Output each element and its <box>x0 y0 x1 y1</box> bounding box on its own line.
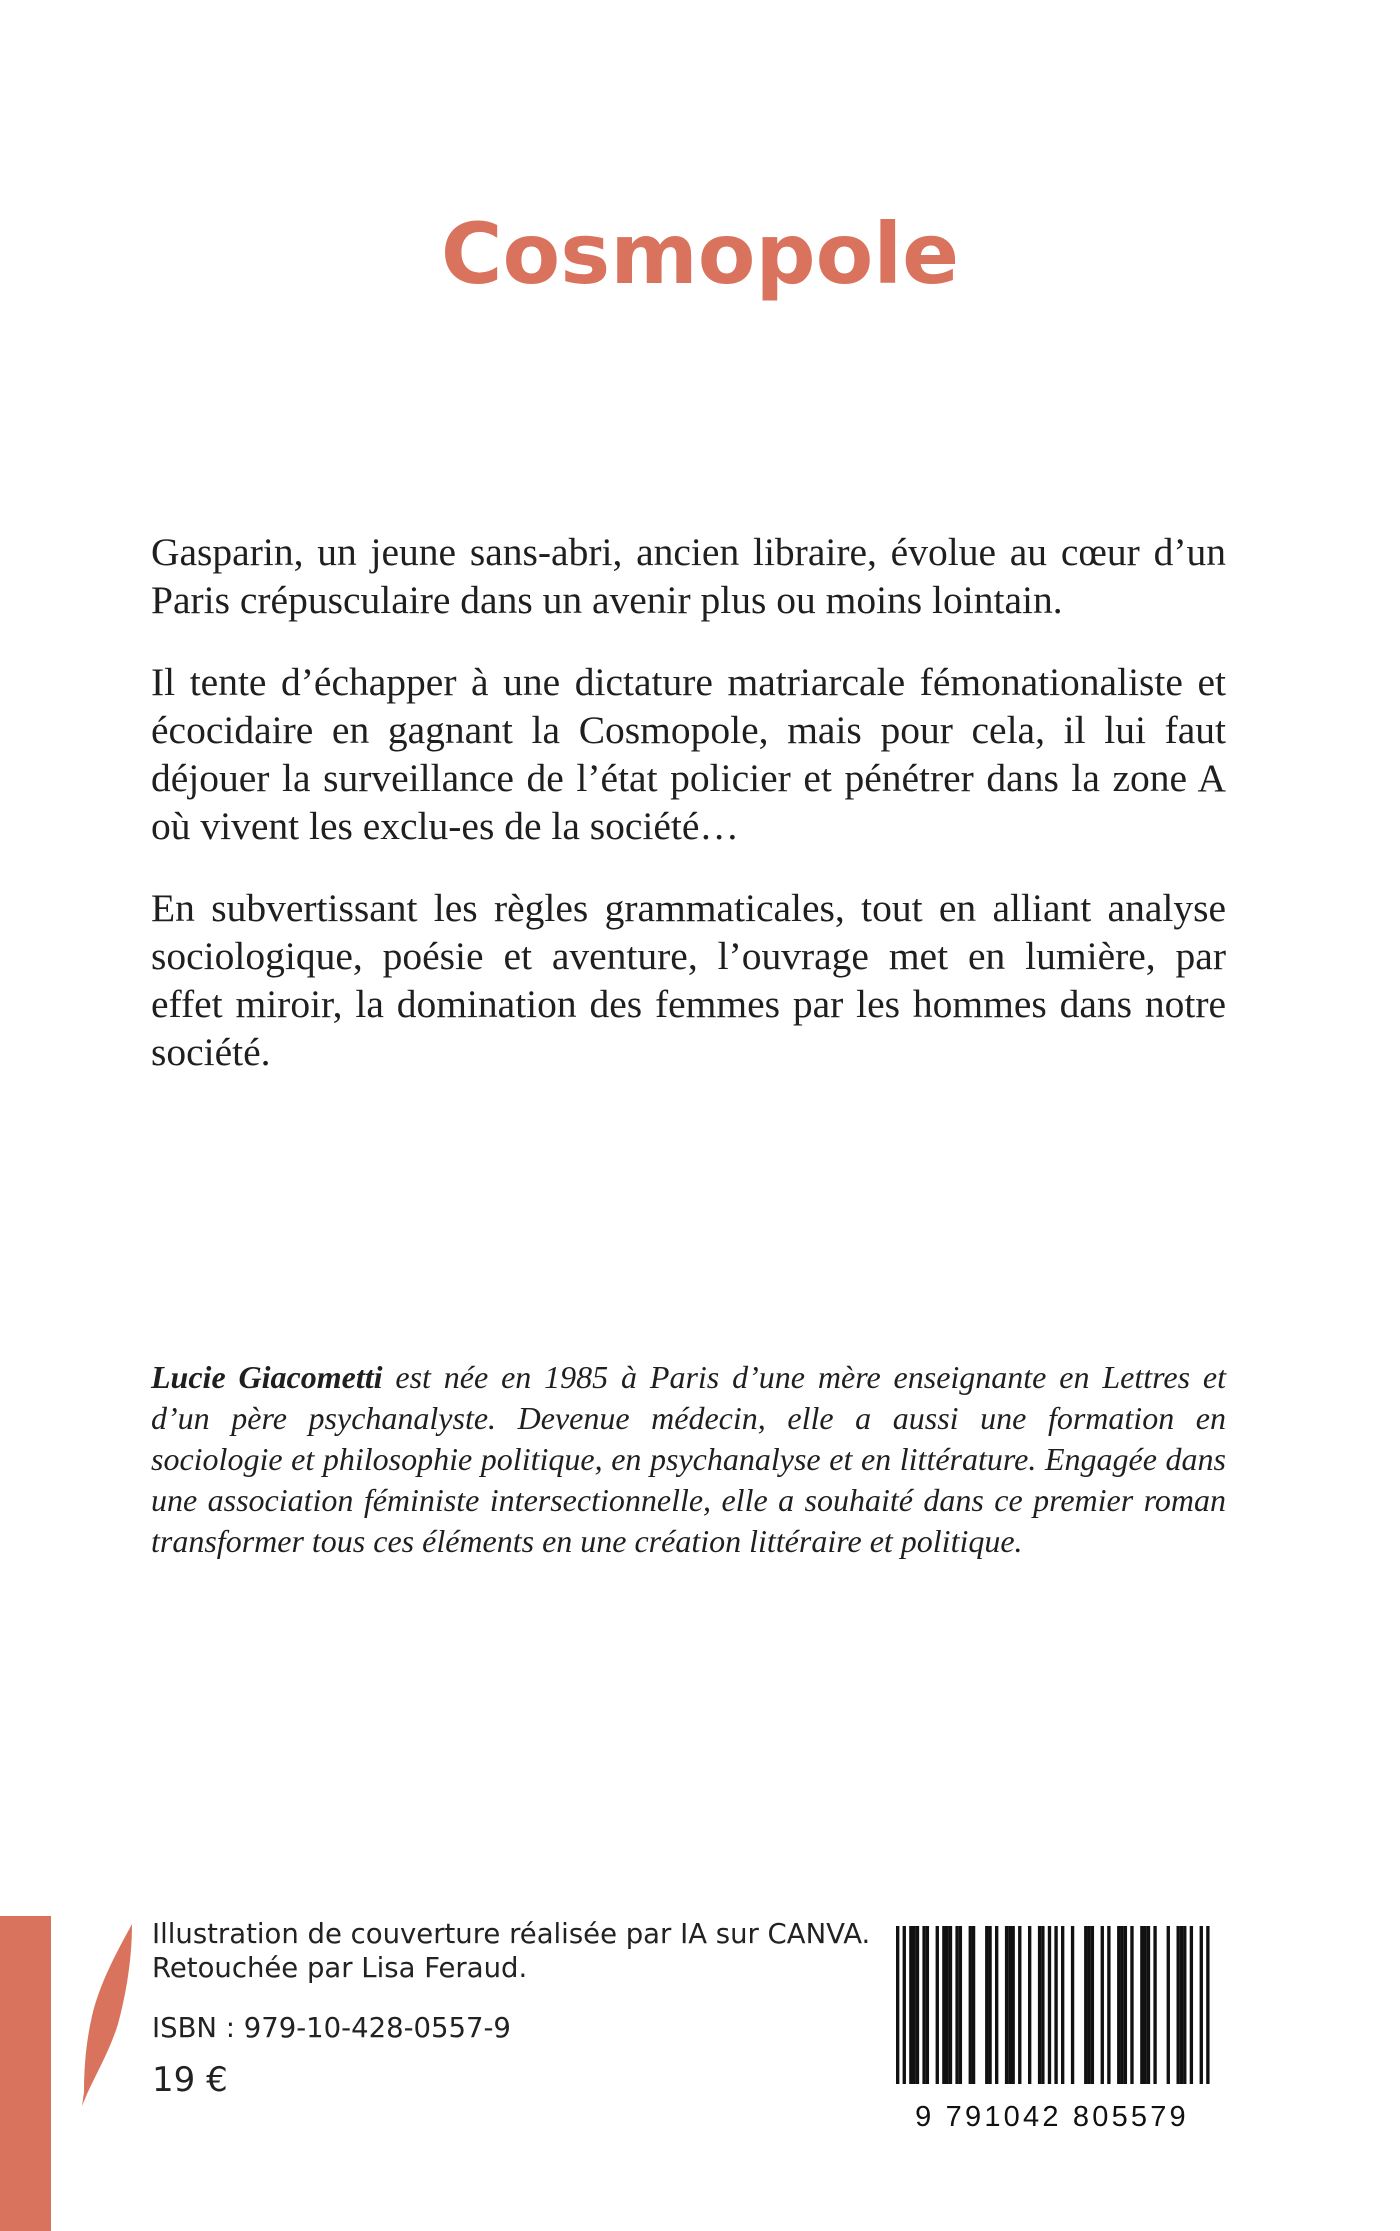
barcode-bar <box>985 1926 988 2084</box>
barcode-bar <box>1107 1926 1110 2084</box>
barcode-bar <box>909 1926 912 2084</box>
barcode-bar <box>1054 1926 1057 2084</box>
blurb-paragraph: En subvertissant les règles grammaticales, tout en alliant analyse sociologique, poésie et aventure, l’ouvrage met en lumière, par effet miroir, la domination des femmes par les hommes dans notre société. <box>151 886 1226 1074</box>
barcode-bar <box>959 1926 962 2084</box>
barcode-bar <box>1130 1926 1133 2084</box>
blurb-paragraph: Il tente d’échapper à une dictature matriarcale fémonationaliste et écocidaire en gagnant la Cosmopole, mais pour cela, il lui faut déjouer la surveillance de l’état policier et pénétrer dans la zone A où vivent les exclu-es de la société… <box>151 660 1226 848</box>
barcode-bar <box>1038 1926 1041 2084</box>
barcode-bar <box>1061 1926 1064 2084</box>
barcode-bar <box>1124 1926 1127 2084</box>
back-cover-blurb <box>151 528 1226 1110</box>
barcode-bar <box>1101 1926 1104 2084</box>
barcode-bar <box>903 1926 906 2084</box>
barcode-bar <box>1177 1926 1180 2084</box>
author-bio-text: est née en 1985 à Paris d’une mère enseignante en Lettres et d’un père psychanalyste. Devenue médecin, elle a aussi une formation en sociologie et philosophie politique, en psychanalyse et en littérature. Engagée dans une association féministe intersectionnelle, elle a souhaité dans ce premier roman transformer tous ces éléments en une création littéraire et politique. <box>151 1359 1227 1559</box>
book-title: Cosmopole <box>440 205 960 303</box>
barcode-bar <box>1180 1926 1183 2084</box>
barcode-bar <box>913 1926 916 2084</box>
barcode-bar <box>1008 1926 1011 2084</box>
accent-side-bar <box>0 1916 51 2231</box>
barcode-bar <box>1087 1926 1090 2084</box>
barcode-bar <box>926 1926 929 2084</box>
barcode-bar <box>1140 1926 1143 2084</box>
author-bio <box>151 1357 1226 1562</box>
barcode-bar <box>916 1926 919 2084</box>
isbn: ISBN : 979-10-428-0557-9 <box>152 2012 511 2044</box>
barcode-bar <box>988 1926 991 2084</box>
barcode-bar <box>1183 1926 1186 2084</box>
price: 19 € <box>152 2060 228 2100</box>
author-name: Lucie Giacometti <box>151 1359 383 1395</box>
barcode-bar <box>995 1926 998 2084</box>
barcode-bar <box>1091 1926 1094 2084</box>
barcode-bar <box>1120 1926 1123 2084</box>
barcode-bar <box>1190 1926 1193 2084</box>
barcode-bar <box>972 1926 975 2084</box>
barcode-bar <box>1153 1926 1156 2084</box>
barcode-bar <box>922 1926 925 2084</box>
barcode-bar <box>1048 1926 1051 2084</box>
credits-line: Retouchée par Lisa Feraud. <box>152 1952 528 1984</box>
barcode-bar <box>942 1926 945 2084</box>
barcode-bar <box>1071 1926 1074 2084</box>
cover-credits <box>152 1917 870 1985</box>
barcode-bar <box>1005 1926 1008 2084</box>
barcode-bar <box>1012 1926 1015 2084</box>
barcode-bar <box>1117 1926 1120 2084</box>
barcode-digits: 9 791042 805579 <box>915 2101 1189 2132</box>
barcode-bar <box>949 1926 952 2084</box>
barcode-bar <box>1200 1926 1203 2084</box>
barcode-bar <box>1206 1926 1209 2084</box>
barcode-bar <box>1018 1926 1021 2084</box>
barcode-bar <box>955 1926 958 2084</box>
barcode-bar <box>1028 1926 1031 2084</box>
barcode-bar <box>969 1926 972 2084</box>
barcode-bar <box>936 1926 939 2084</box>
barcode-bar <box>1041 1926 1044 2084</box>
barcode-bar <box>1167 1926 1170 2084</box>
barcode-icon <box>882 1922 1222 2132</box>
barcode-bar <box>1144 1926 1147 2084</box>
barcode-bar <box>946 1926 949 2084</box>
barcode-bar <box>896 1926 899 2084</box>
barcode-bar <box>1147 1926 1150 2084</box>
credits-line: Illustration de couverture réalisée par IA sur CANVA. <box>152 1918 871 1950</box>
blurb-paragraph: Gasparin, un jeune sans-abri, ancien libraire, évolue au cœur d’un Paris crépusculaire dans un avenir plus ou moins lointain. <box>151 530 1226 622</box>
feather-icon <box>78 1920 138 2110</box>
barcode-bar <box>1084 1926 1087 2084</box>
